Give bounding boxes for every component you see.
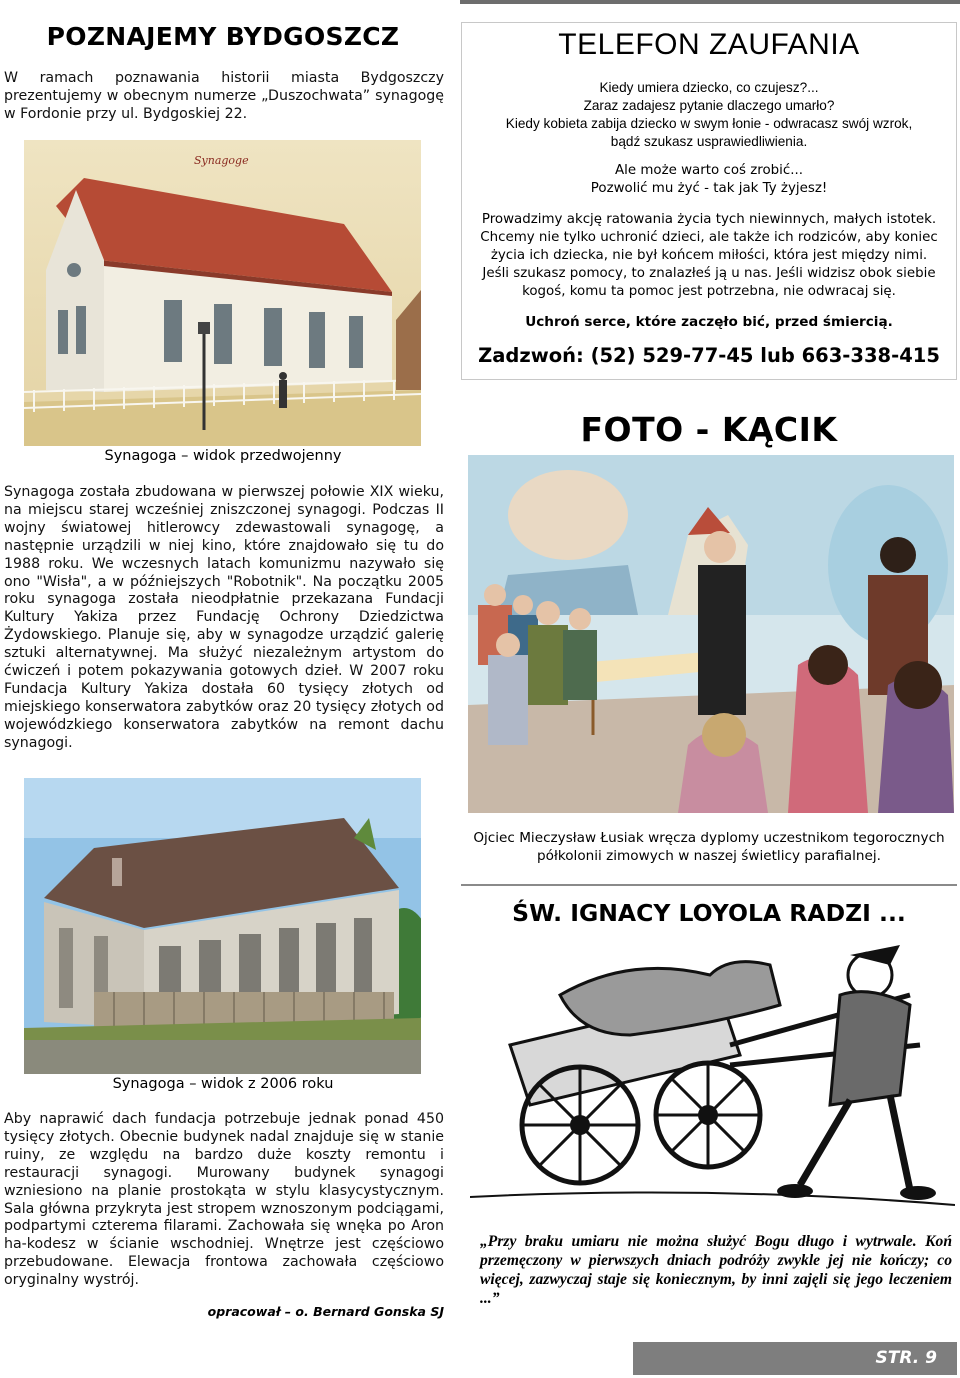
- intro-paragraph: W ramach poznawania historii miasta Bydgoszczy prezentujemy w obecnym numerze „Duszochwata” synagogę w Fordonie przy ul. Bydgoskiej 22.: [4, 70, 444, 122]
- hotline-block-a: [461, 79, 957, 151]
- prewar-photo-caption: Synagoga – widok przedwojenny: [104, 448, 342, 464]
- diploma-ceremony-photo: [468, 455, 954, 813]
- hotline-line: Zaraz zadajesz pytanie dlaczego umarło?: [583, 98, 835, 113]
- 2006-photo-caption: Synagoga – widok z 2006 roku: [112, 1076, 334, 1092]
- ignatius-title: ŚW. IGNACY LOYOLA RADZI ...: [512, 899, 906, 927]
- hotline-line: Kiedy umiera dziecko, co czujesz?...: [599, 80, 819, 95]
- hotline-line: Jeśli szukasz pomocy, to znalazłeś ją u nas. Jeśli widzisz obok siebie: [482, 266, 936, 281]
- hotline-block-b: [461, 162, 957, 198]
- hotline-line: bądź szukasz usprawiedliwienia.: [610, 134, 808, 149]
- hotline-line: kogoś, komu ta pomoc jest potrzebna, nie odwracaj się.: [522, 284, 896, 299]
- history-paragraph: Synagoga została zbudowana w pierwszej połowie XIX wieku, na miejscu starej wcześniej zniszczonej synagogi. Podczas II wojny światowej hitlerowcy zdewastowali synagogę, a następnie urządzili w niej kino, które znajdowało się tu do 1988 roku. We wczesnych latach komunizmu nazywało się ono "Wisła", a w późniejszych "Robotnik". Na początku 2005 roku synagoga została nieodpłatnie przekazana Fundacji Kultury Yakiza przez Fundację Ochrony Dziedzictwa Żydowskiego. Planuje się, aby w synagodze urządzić galerię sztuki alternatywnej. Ma służyć niezależnym artystom do ćwiczeń i potem pokazywania gotowych dzieł. W 2007 roku Fundacja Kultury Yakiza dostała 60 tysięcy złotych od miejskiego konserwatora zabytków oraz 20 tysięcy złotych od wojewódzkiego konserwatora zabytków na remont dachu synagogi.: [4, 484, 444, 751]
- photo-corner-caption: [461, 829, 957, 865]
- prewar-synagogue-photo: [24, 140, 421, 446]
- synagogue-2006-photo: [24, 778, 421, 1074]
- hotline-line: życia ich dziecka, nie był końcem miłości, która jest między nimi.: [490, 248, 928, 263]
- hotline-title: TELEFON ZAUFANIA: [558, 28, 860, 61]
- hotline-block-c: [461, 211, 957, 301]
- ignatius-quote: „Przy braku umiaru nie można służyć Bogu długo i wytrwale. Koń przemęczony w pierwszych dniach podróży zwykle jej nie kończy; co więcej, zazwyczaj staje się koniecznym, by inni zajęli się jego leczeniem ...”: [480, 1233, 952, 1307]
- hotline-line: Chcemy nie tylko uchronić dzieci, ale także ich rodziców, aby koniec: [480, 230, 938, 245]
- section-title-bydgoszcz: POZNAJEMY BYDGOSZCZ: [46, 22, 400, 51]
- section-divider: [461, 884, 957, 886]
- hotline-bold-line: Uchroń serce, które zaczęło bić, przed śmiercią.: [525, 314, 893, 330]
- photo-corner-title: FOTO - KĄCIK: [580, 410, 838, 449]
- hotline-line: Prowadzimy akcję ratowania życia tych niewinnych, małych istotek.: [481, 212, 937, 227]
- caption-line: Ojciec Mieczysław Łusiak wręcza dyplomy uczestnikom tegorocznych: [473, 830, 945, 846]
- roof-paragraph: Aby naprawić dach fundacja potrzebuje jednak ponad 450 tysięcy złotych. Obecnie budynek nadal znajduje się w stanie ruiny, ze względu na bardzo duże koszty remontu i restauracji synagogi. Murowany budynek synagogi wzniesiono na planie prostokąta w stylu klasycystycznym. Sala główna przykryta jest stropem wznoszonym podciągami, podpartymi czterema filarami. Zachowała się wnęka po Aron ha-kodesz w ścianie wschodniej. Wnętrze jest częściowo przebudowane. Elewacja frontowa zachowała częściowo oryginalny wystrój.: [4, 1111, 444, 1289]
- hotline-line: Pozwolić mu żyć - tak jak Ty żyjesz!: [590, 181, 828, 196]
- cart-cartoon-drawing: [470, 935, 955, 1225]
- hotline-line: Ale może warto coś zrobić...: [614, 163, 804, 178]
- page-number: STR. 9: [875, 1348, 937, 1368]
- top-rule: [460, 0, 960, 4]
- hotline-phone: Zadzwoń: (52) 529-77-45 lub 663-338-415: [478, 344, 940, 367]
- caption-line: półkolonii zimowych w naszej świetlicy parafialnej.: [537, 848, 881, 864]
- author-credit: opracował – o. Bernard Gonska SJ: [207, 1304, 444, 1319]
- hotline-line: Kiedy kobieta zabija dziecko w swym łonie - odwracasz swój wzrok,: [505, 116, 913, 131]
- photo-sign-text: Synagoge: [194, 154, 249, 167]
